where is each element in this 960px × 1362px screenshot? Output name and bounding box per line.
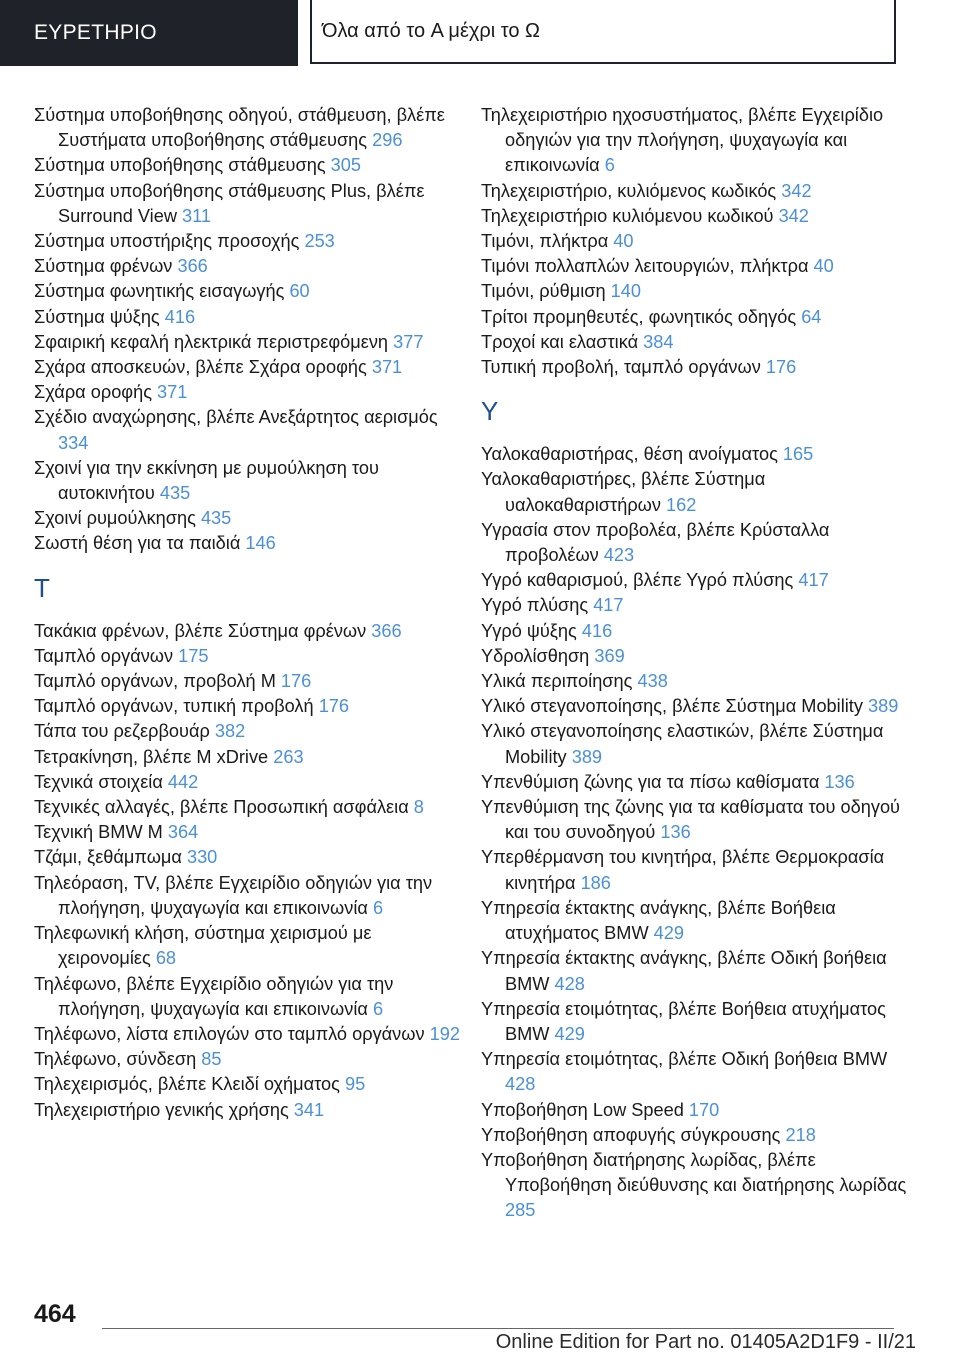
entry-text: Τηλεχειριστήριο ηχοσυστήματος, βλέπε Εγχειρίδιο οδηγιών για την πλοήγηση, ψυχαγωγία και επικοινωνία [481, 105, 884, 176]
index-entry [34, 820, 464, 845]
entry-text: Υαλοκαθαριστήρες, βλέπε Σύστημα υαλοκαθαριστήρων [481, 469, 766, 515]
entry-text: Σχέδιο αναχώρησης, βλέπε Ανεξάρτητος αερισμός [34, 407, 438, 428]
page-link[interactable]: 416 [164, 306, 196, 327]
section-tab[interactable]: ΕΥΡΕΤΗΡΙΟ [0, 0, 298, 66]
entry-text: Σύστημα φρένων [34, 256, 178, 277]
index-entry [481, 619, 911, 644]
entry-text: Σύστημα υποστήριξης προσοχής [34, 231, 305, 252]
index-entry [481, 103, 911, 179]
index-entry [34, 1072, 464, 1097]
entry-text: Υλικό στεγανοποίησης, βλέπε Σύστημα Mobility [481, 696, 868, 717]
page-link[interactable]: 330 [186, 847, 218, 868]
index-entry [481, 1148, 911, 1224]
index-entry [481, 1123, 911, 1148]
page-link[interactable]: 417 [593, 595, 624, 616]
page-link[interactable]: 377 [393, 331, 424, 352]
index-entry [481, 593, 911, 618]
letter-heading: Τ [34, 572, 50, 603]
page-link[interactable]: 423 [603, 545, 635, 566]
index-entry [34, 254, 464, 279]
index-entry [34, 305, 464, 330]
footer-divider [102, 1328, 894, 1329]
entry-text: Ταμπλό οργάνων, τυπική προβολή [34, 696, 319, 717]
page-link[interactable]: 170 [688, 1099, 720, 1120]
entry-text: Υλικά περιποίησης [481, 671, 638, 692]
page-link[interactable]: 371 [157, 382, 188, 403]
entry-text: Υποβοήθηση αποφυγής σύγκρουσης [481, 1124, 786, 1145]
page-link[interactable]: 429 [554, 1023, 585, 1044]
index-entry [481, 442, 911, 467]
page-link[interactable]: 334 [58, 432, 89, 453]
index-column-left [34, 103, 464, 1123]
page-link[interactable]: 342 [781, 180, 812, 201]
page-link[interactable]: 438 [637, 671, 668, 692]
entry-text: Σχοινί ρυμούλκησης [34, 508, 201, 529]
entry-text: Ταμπλό οργάνων [34, 645, 179, 666]
entry-text: Υπερθέρμανση του κινητήρα, βλέπε Θερμοκρασία κινητήρα [481, 847, 885, 893]
index-entry [34, 719, 464, 744]
index-entry [481, 355, 911, 380]
page-link[interactable]: 6 [604, 155, 615, 176]
page-link[interactable]: 6 [372, 897, 384, 918]
index-entry [34, 1098, 464, 1123]
edition-note: Online Edition for Part no. 01405A2D1F9 - II/21 [495, 1331, 916, 1353]
page-link[interactable]: 382 [214, 721, 246, 742]
page-link[interactable]: 176 [280, 671, 312, 692]
index-entry [34, 770, 464, 795]
page-link[interactable]: 389 [868, 696, 899, 717]
page-link[interactable]: 85 [201, 1049, 222, 1070]
entry-text: Σύστημα υποβοήθησης στάθμευσης Plus, βλέπε Surround View [34, 180, 425, 226]
entry-text: Υπηρεσία ετοιμότητας, βλέπε Οδική βοήθεια BMW [481, 1049, 888, 1070]
index-entry [34, 644, 464, 669]
entry-text: Τιμόνι, ρύθμιση [481, 281, 611, 302]
index-entry [481, 179, 911, 204]
entry-text: Υαλοκαθαριστήρας, θέση ανοίγματος [481, 444, 783, 465]
entry-text: Υπηρεσία έκτακτης ανάγκης, βλέπε Οδική βοήθεια BMW [481, 948, 887, 994]
page-link[interactable]: 435 [159, 483, 191, 504]
index-column-right [481, 103, 911, 1224]
entry-text: Τεχνικά στοιχεία [34, 771, 168, 792]
page-link[interactable]: 162 [666, 494, 697, 515]
index-entry [481, 229, 911, 254]
page-link[interactable]: 416 [581, 620, 613, 641]
entry-text: Σύστημα ψύξης [34, 306, 165, 327]
page-link[interactable]: 369 [594, 645, 625, 666]
index-entry [34, 456, 464, 506]
entry-text: Υγρό ψύξης [481, 620, 582, 641]
page-link[interactable]: 136 [660, 822, 691, 843]
entry-text: Τηλέφωνο, λίστα επιλογών στο ταμπλό οργάνων [34, 1023, 430, 1044]
index-entry [481, 254, 911, 279]
index-entry [481, 694, 911, 719]
entry-text: Τηλεχειριστήριο, κυλιόμενος κωδικός [481, 180, 782, 201]
entry-text: Τρίτοι προμηθευτές, φωνητικός οδηγός [481, 306, 802, 327]
index-entry [481, 795, 911, 845]
letter-heading: Υ [481, 396, 499, 427]
index-entry [34, 103, 464, 153]
entry-text: Τροχοί και ελαστικά [481, 331, 644, 352]
chapter-tab[interactable]: Όλα από το A μέχρι το Ω [310, 0, 896, 64]
index-entry [481, 305, 911, 330]
page-link[interactable]: 6 [372, 998, 384, 1019]
index-entry [481, 644, 911, 669]
page-link[interactable]: 40 [613, 231, 634, 252]
page-number: 464 [34, 1300, 76, 1328]
entry-text: Τετρακίνηση, βλέπε M xDrive [34, 746, 274, 767]
page-link[interactable]: 253 [304, 231, 335, 252]
entry-text: Τηλέφωνο, βλέπε Εγχειρίδιο οδηγιών για την πλοήγηση, ψυχαγωγία και επικοινωνία [34, 973, 394, 1019]
page-link[interactable]: 218 [785, 1124, 816, 1145]
page-link[interactable]: 341 [293, 1099, 325, 1120]
page-link[interactable]: 192 [429, 1023, 460, 1044]
index-entry [34, 795, 464, 820]
entry-text: Σχοινί για την εκκίνηση με ρυμούλκηση του αυτοκινήτου [34, 457, 379, 504]
entry-text: Σχάρα αποσκευών, βλέπε Σχάρα οροφής [34, 357, 372, 378]
index-entry [34, 355, 464, 380]
page-link[interactable]: 417 [798, 570, 829, 591]
index-entry [481, 669, 911, 694]
entry-text: Τιμόνι, πλήκτρα [481, 231, 614, 252]
page-link[interactable]: 175 [178, 645, 209, 666]
page-link[interactable]: 442 [167, 771, 199, 792]
entry-text: Τηλέφωνο, σύνδεση [34, 1049, 202, 1070]
entry-text: Τακάκια φρένων, βλέπε Σύστημα φρένων [34, 620, 372, 641]
entry-text: Υδρολίσθηση [481, 645, 595, 666]
index-entry [34, 153, 464, 178]
page-link[interactable]: 342 [778, 205, 809, 226]
entry-text: Τηλεχειριστήριο γενικής χρήσης [34, 1099, 294, 1120]
entry-text: Υπενθύμιση της ζώνης για τα καθίσματα του οδηγού και του συνοδηγού [481, 797, 901, 843]
page-link[interactable]: 366 [371, 620, 402, 641]
entry-text: Ταμπλό οργάνων, προβολή M [34, 671, 281, 692]
index-entry [34, 380, 464, 405]
index-entry [34, 229, 464, 254]
page-link[interactable]: 176 [765, 357, 797, 378]
entry-text: Σύστημα υποβοήθησης στάθμευσης [34, 155, 331, 176]
index-entry [481, 946, 911, 996]
page-link[interactable]: 311 [182, 205, 212, 226]
index-entry [34, 619, 464, 644]
page-link[interactable]: 429 [653, 923, 685, 944]
page-link[interactable]: 60 [289, 281, 310, 302]
entry-text: Υποβοήθηση διατήρησης λωρίδας, βλέπε Υποβοήθηση διεύθυνσης και διατήρησης λωρίδας [481, 1149, 907, 1196]
entry-text: Υγρό καθαρισμού, βλέπε Υγρό πλύσης [481, 570, 799, 591]
page-link[interactable]: 186 [580, 872, 611, 893]
page-link[interactable]: 64 [801, 306, 822, 327]
page-link[interactable]: 263 [273, 746, 304, 767]
page-link[interactable]: 296 [372, 130, 403, 151]
page-link[interactable]: 68 [155, 948, 177, 969]
entry-text: Σωστή θέση για τα παιδιά [34, 533, 246, 554]
page-link[interactable]: 428 [554, 973, 585, 994]
entry-text: Τεχνική BMW M [34, 822, 168, 843]
page-link[interactable]: 371 [371, 357, 403, 378]
entry-text: Τηλεχειριστήριο κυλιόμενου κωδικού [481, 205, 779, 226]
index-entry [481, 719, 911, 769]
page-link[interactable]: 364 [167, 822, 199, 843]
index-entry [481, 568, 911, 593]
entry-text: Τηλεφωνική κλήση, σύστημα χειρισμού με χειρονομίες [34, 923, 372, 969]
entry-text: Τηλεόραση, TV, βλέπε Εγχειρίδιο οδηγιών για την πλοήγηση, ψυχαγωγία και επικοινωνία [34, 872, 433, 918]
entry-text: Υγρασία στον προβολέα, βλέπε Κρύσταλλα προβολέων [481, 519, 830, 566]
entry-text: Σχάρα οροφής [34, 382, 158, 403]
index-entry [34, 972, 464, 1022]
entry-text: Σφαιρική κεφαλή ηλεκτρικά περιστρεφόμενη [34, 331, 394, 352]
page-link[interactable]: 95 [344, 1074, 366, 1095]
page-link[interactable]: 366 [177, 256, 208, 277]
index-entry [481, 518, 911, 568]
index-entry [34, 506, 464, 531]
page-link[interactable]: 389 [571, 746, 603, 767]
entry-text: Υποβοήθηση Low Speed [481, 1099, 689, 1120]
entry-text: Σύστημα φωνητικής εισαγωγής [34, 281, 290, 302]
entry-text: Τυπική προβολή, ταμπλό οργάνων [481, 357, 766, 378]
index-entry [34, 871, 464, 921]
index-entry [34, 845, 464, 870]
page-link[interactable]: 428 [505, 1074, 536, 1095]
entry-text: Τηλεχειρισμός, βλέπε Κλειδί οχήματος [34, 1074, 345, 1095]
index-entry [481, 330, 911, 355]
index-entry [481, 1098, 911, 1123]
index-entry [481, 845, 911, 895]
page-link[interactable]: 136 [824, 771, 855, 792]
index-entry [34, 669, 464, 694]
entry-text: Υλικό στεγανοποίησης ελαστικών, βλέπε Σύστημα Mobility [481, 721, 884, 767]
index-entry [34, 921, 464, 971]
page-link[interactable]: 146 [245, 533, 276, 554]
index-entry [481, 770, 911, 795]
page-link[interactable]: 435 [200, 508, 232, 529]
index-entry [34, 745, 464, 770]
page-link[interactable]: 8 [413, 797, 424, 818]
index-entry [34, 179, 464, 229]
entry-text: Σύστημα υποβοήθησης οδηγού, στάθμευση, βλέπε Συστήματα υποβοήθησης στάθμευσης [34, 105, 445, 151]
index-entry [481, 279, 911, 304]
page-link[interactable]: 384 [643, 331, 674, 352]
index-entry [34, 531, 464, 556]
entry-text: Τζάμι, ξεθάμπωμα [34, 847, 187, 868]
entry-text: Υπηρεσία έκτακτης ανάγκης, βλέπε Βοήθεια ατυχήματος BMW [481, 897, 836, 944]
page-link[interactable]: 140 [610, 281, 641, 302]
page-link[interactable]: 285 [505, 1200, 536, 1221]
index-entry [34, 1047, 464, 1072]
entry-text: Τιμόνι πολλαπλών λειτουργιών, πλήκτρα [481, 256, 814, 277]
entry-text: Υπενθύμιση ζώνης για τα πίσω καθίσματα [481, 771, 825, 792]
entry-text: Τάπα του ρεζερβουάρ [34, 721, 215, 742]
entry-text: Υπηρεσία ετοιμότητας, βλέπε Βοήθεια ατυχήματος BMW [481, 998, 886, 1044]
page-link[interactable]: 176 [318, 696, 350, 717]
index-entry [34, 330, 464, 355]
page-header [0, 0, 960, 66]
entry-text: Υγρό πλύσης [481, 595, 594, 616]
index-entry [481, 997, 911, 1047]
index-entry [481, 467, 911, 517]
entry-text: Τεχνικές αλλαγές, βλέπε Προσωπική ασφάλεια [34, 797, 414, 818]
page-link[interactable]: 165 [782, 444, 814, 465]
index-entry [34, 279, 464, 304]
page-link[interactable]: 305 [330, 155, 362, 176]
index-entry [481, 896, 911, 946]
index-entry [34, 405, 464, 455]
index-entry [34, 694, 464, 719]
index-entry [481, 1047, 911, 1097]
index-entry [34, 1022, 464, 1047]
index-entry [481, 204, 911, 229]
page-link[interactable]: 40 [813, 256, 834, 277]
